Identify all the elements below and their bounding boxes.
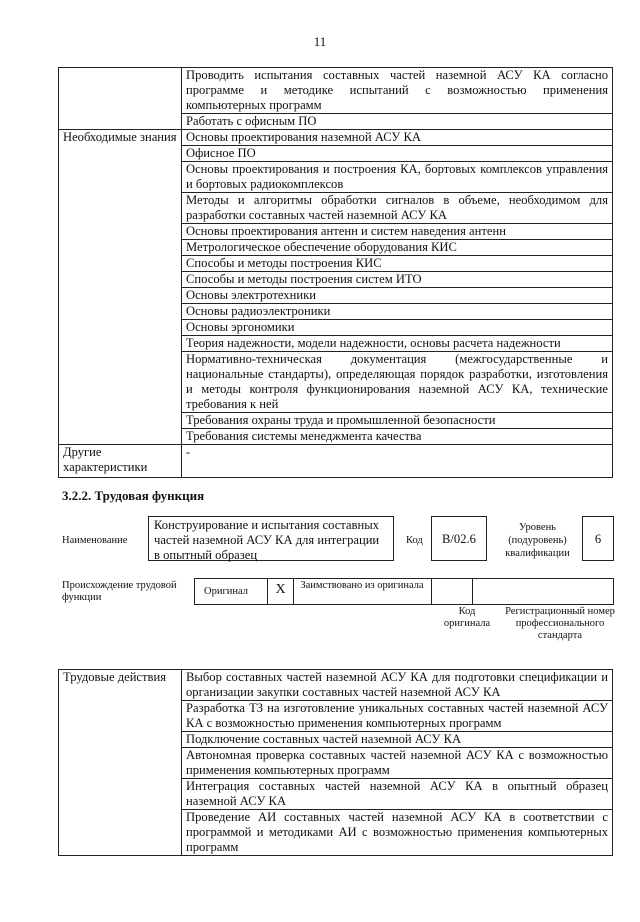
table-cell: Проводить испытания составных частей наземной АСУ КА согласно программе и методике испытаний с возможностью применения компьютерных программ: [182, 68, 613, 114]
reg-number-caption: Регистрационный номер профессионального стандарта: [505, 606, 615, 641]
original-label: Оригинал: [204, 586, 248, 597]
divider: [293, 578, 294, 605]
borrowed-label: Заимствовано из оригинала: [300, 580, 424, 591]
table-cell: Требования системы менеджмента качества: [182, 429, 613, 445]
function-name-value: Конструирование и испытания составных частей наземной АСУ КА для интеграции в опытный образец: [154, 518, 380, 562]
table-cell: Основы проектирования антенн и систем наведения антенн: [182, 224, 613, 240]
table-row: [59, 670, 613, 701]
table-cell: Выбор составных частей наземной АСУ КА для подготовки спецификации и организации закупки составных частей наземной АСУ КА: [182, 670, 613, 701]
table-cell: Основы проектирования наземной АСУ КА: [182, 130, 613, 146]
row-label-actions: Трудовые действия: [59, 670, 182, 856]
table-row: [59, 68, 613, 114]
table-cell: Основы электротехники: [182, 288, 613, 304]
table-cell: Автономная проверка составных частей наземной АСУ КА с возможностью применения компьютерных программ: [182, 748, 613, 779]
skills-knowledge-table: [58, 67, 613, 478]
table-row: [59, 445, 613, 478]
name-label: Наименование: [62, 535, 128, 546]
labor-actions-table: [58, 669, 613, 856]
divider: [431, 578, 432, 605]
table-cell: Способы и методы построения систем ИТО: [182, 272, 613, 288]
table-cell: Разработка ТЗ на изготовление уникальных составных частей наземной АСУ КА с возможностью применения компьютерных программ: [182, 701, 613, 732]
page-number: 11: [313, 34, 327, 49]
origin-label: Происхождение трудовой функции: [62, 580, 177, 603]
table-cell: Методы и алгоритмы обработки сигналов в объеме, необходимом для разработки составных частей наземной АСУ КА: [182, 193, 613, 224]
table-cell: Работать с офисным ПО: [182, 114, 613, 130]
divider: [472, 578, 473, 605]
code-value: B/02.6: [442, 532, 476, 546]
code-box: [431, 516, 487, 561]
row-label-knowledge: Необходимые знания: [59, 130, 182, 445]
table-cell: Подключение составных частей наземной АСУ КА: [182, 732, 613, 748]
table-cell: Способы и методы построения КИС: [182, 256, 613, 272]
original-mark: X: [275, 582, 286, 597]
table-cell: Основы радиоэлектроники: [182, 304, 613, 320]
table-cell: Офисное ПО: [182, 146, 613, 162]
level-box: [582, 516, 614, 561]
table-row: [59, 130, 613, 146]
table-cell: Основы проектирования и построения КА, бортовых комплексов управления и бортовых радиокомплексов: [182, 162, 613, 193]
table-cell: Требования охраны труда и промышленной безопасности: [182, 413, 613, 429]
section-heading: 3.2.2. Трудовая функция: [62, 488, 205, 503]
level-value: 6: [594, 532, 602, 546]
level-label: Уровень (подуровень) квалификации: [505, 522, 570, 559]
row-label-other: Другие характеристики: [59, 445, 182, 478]
code-label: Код: [406, 535, 423, 546]
table-cell: Теория надежности, модели надежности, основы расчета надежности: [182, 336, 613, 352]
table-cell: Метрологическое обеспечение оборудования КИС: [182, 240, 613, 256]
row-label: [59, 68, 182, 130]
table-cell: Основы эргономики: [182, 320, 613, 336]
table-cell: Проведение АИ составных частей наземной АСУ КА в соответствии с программой и методиками АИ с возможностью применения компьютерных программ: [182, 810, 613, 856]
table-cell: -: [182, 445, 613, 478]
table-cell: Интеграция составных частей наземной АСУ КА в опытный образец наземной АСУ КА: [182, 779, 613, 810]
function-name-box: [148, 516, 394, 561]
code-original-caption: Код оригинала: [443, 606, 491, 629]
table-cell: Нормативно-техническая документация (межгосударственные и национальные стандарты), определяющая порядок разработки, изготовления и методы контроля функционирования наземной АСУ КА, технические требования к ней: [182, 352, 613, 413]
